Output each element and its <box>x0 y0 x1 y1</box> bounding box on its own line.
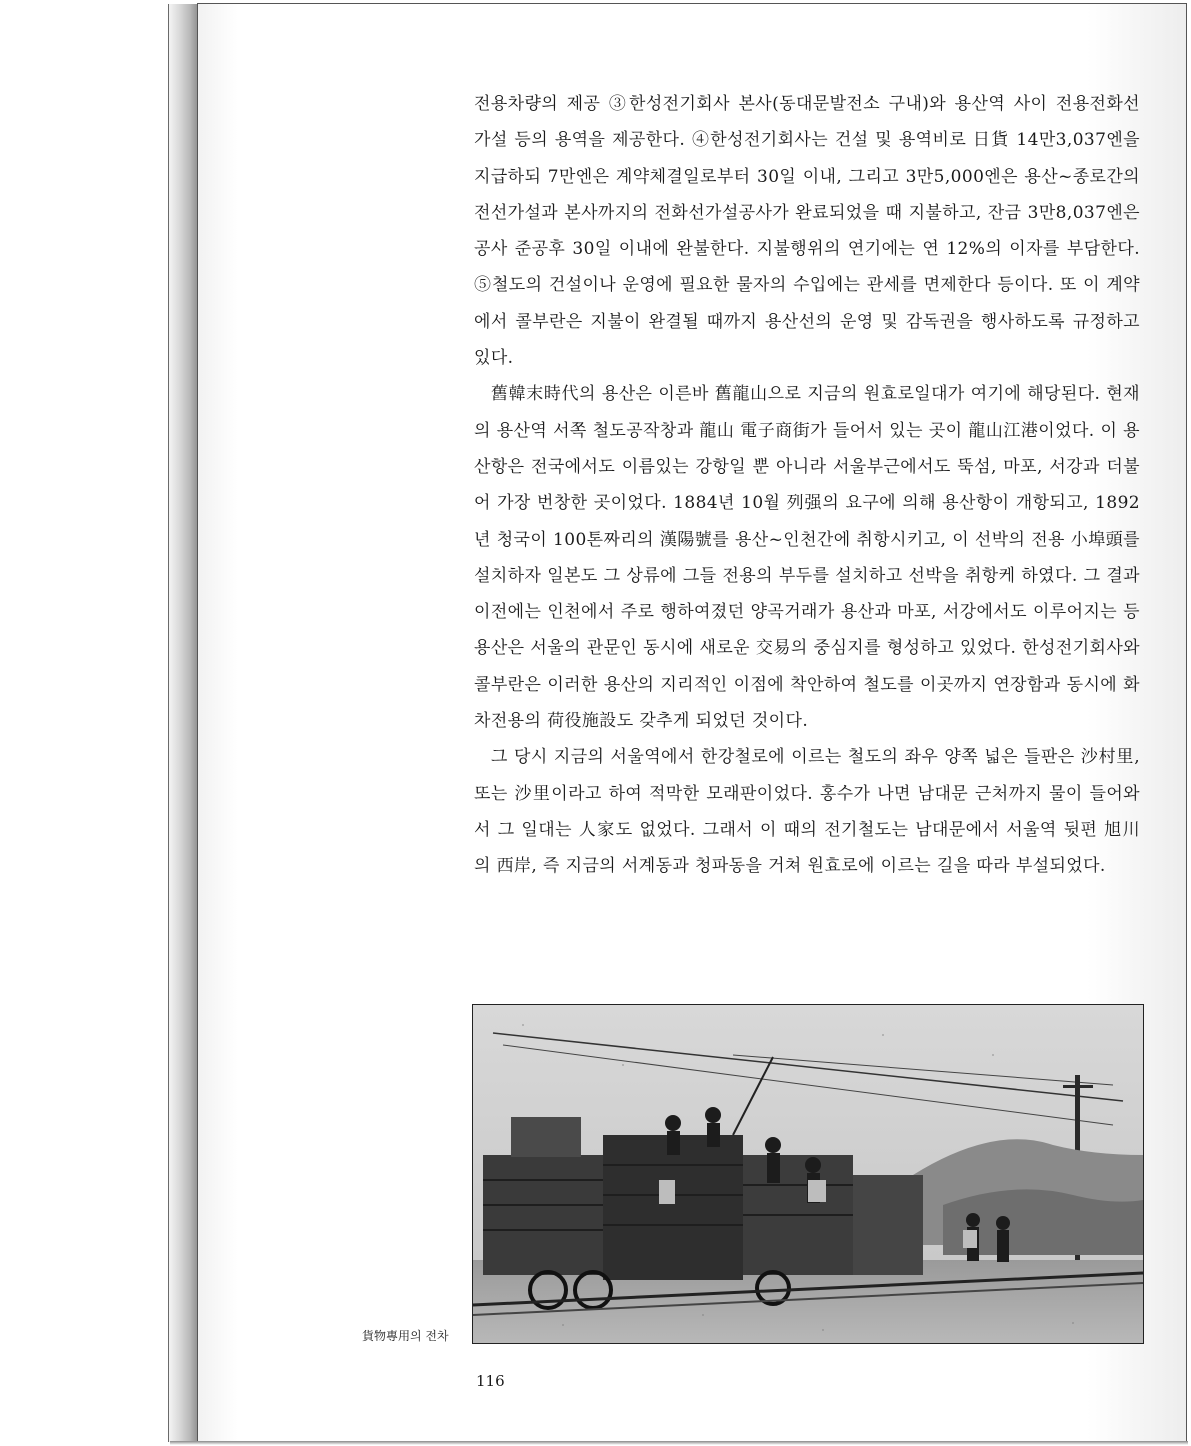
freight-tram-photo <box>472 1004 1144 1344</box>
body-text <box>474 86 1140 885</box>
paragraph-2: 舊韓末時代의 용산은 이른바 舊龍山으로 지금의 원효로일대가 여기에 해당된다. 현재의 용산역 서쪽 철도공작창과 龍山 電子商街가 들어서 있는 곳이 龍山江港이었다. 이 용산항은 전국에서도 이름있는 강항일 뿐 아니라 서울부근에서도 뚝섬, 마포, 서강과 더불어 가장 번창한 곳이었다. 1884년 10월 列强의 요구에 의해 용산항이 개항되고, 1892년 청국이 100톤짜리의 漢陽號를 용산~인천간에 취항시키고, 이 선박의 전용 小埠頭를 설치하자 일본도 그 상류에 그들 전용의 부두를 설치하고 선박을 취항케 하였다. 그 결과 이전에는 인천에서 주로 행하여졌던 양곡거래가 용산과 마포, 서강에서도 이루어지는 등 용산은 서울의 관문인 동시에 새로운 交易의 중심지를 형성하고 있었다. 한성전기회사와 콜부란은 이러한 용산의 지리적인 이점에 착안하여 철도를 이곳까지 연장함과 동시에 화차전용의 荷役施設도 갖추게 되었던 것이다. <box>474 384 1140 732</box>
book-spine <box>168 4 199 1442</box>
paragraph-3: 그 당시 지금의 서울역에서 한강철로에 이르는 철도의 좌우 양쪽 넓은 들판은 沙村里, 또는 沙里이라고 하여 적막한 모래판이었다. 홍수가 나면 남대문 근처까지 물이 들어와서 그 일대는 人家도 없었다. 그래서 이 때의 전기철도는 남대문에서 서울역 뒷편 旭川의 西岸, 즉 지금의 서계동과 청파동을 거쳐 원효로에 이르는 길을 따라 부설되었다. <box>474 747 1140 877</box>
page-shadow <box>170 1441 1188 1445</box>
photo-caption: 貨物專用의 전차 <box>362 1329 449 1343</box>
paragraph-1: 전용차량의 제공 ③한성전기회사 본사(동대문발전소 구내)와 용산역 사이 전용전화선 가설 등의 용역을 제공한다. ④한성전기회사는 건설 및 용역비로 日貨 14만3,037엔을 지급하되 7만엔은 계약체결일로부터 30일 이내, 그리고 3만5,000엔은 용산~종로간의 전선가설과 본사까지의 전화선가설공사가 완료되었을 때 지불하고, 잔금 3만8,037엔은 공사 준공후 30일 이내에 완불한다. 지불행위의 연기에는 연 12%의 이자를 부담한다. ⑤철도의 건설이나 운영에 필요한 물자의 수입에는 관세를 면제한다 등이다. 또 이 계약에서 콜부란은 지불이 완결될 때까지 용산선의 운영 및 감독권을 행사하도록 규정하고 있다. <box>474 94 1140 369</box>
page-number: 116 <box>476 1372 505 1390</box>
